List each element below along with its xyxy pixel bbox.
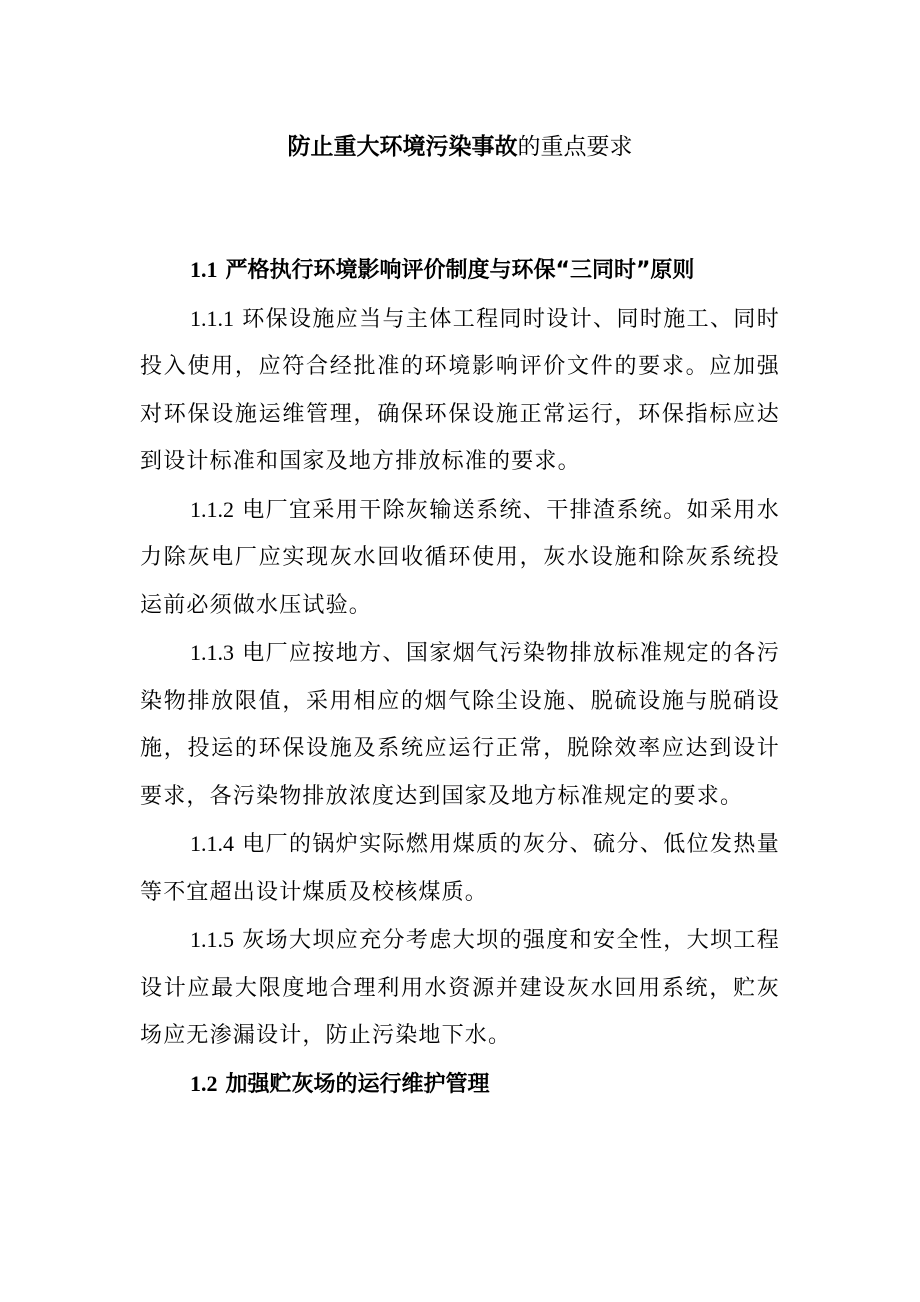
document-title xyxy=(0,130,920,164)
paragraph-text: 电厂宜采用干除灰输送系统、干排渣系统。如采用水力除灰电厂应实现灰水回收循环使用，灰水设施和除灰系统投运前必须做水压试验。 xyxy=(140,497,780,618)
document-body xyxy=(140,246,780,1108)
paragraph-number: 1.1.1 xyxy=(190,305,234,331)
paragraph-1-1-4 xyxy=(140,820,780,916)
paragraph-number: 1.1.3 xyxy=(190,640,234,665)
paragraph-number: 1.1.5 xyxy=(190,927,234,952)
paragraph-1-1-3 xyxy=(140,629,780,820)
section-heading-text: 严格执行环境影响评价制度与环保“三同时”原则 xyxy=(225,258,695,283)
paragraph-1-1-1 xyxy=(140,295,780,486)
paragraph-1-1-5 xyxy=(140,916,780,1060)
paragraph-1-1-2 xyxy=(140,486,780,630)
paragraph-text: 环保设施应当与主体工程同时设计、同时施工、同时投入使用，应符合经批准的环境影响评价文件的要求。应加强对环保设施运维管理，确保环保设施正常运行，环保指标应达到设计标准和国家及地方排放标准的要求。 xyxy=(140,306,780,474)
paragraph-number: 1.1.2 xyxy=(190,496,234,522)
section-heading-1-2 xyxy=(140,1060,780,1109)
section-heading-1-1 xyxy=(140,246,780,295)
section-heading-text: 加强贮灰场的运行维护管理 xyxy=(225,1071,490,1097)
section-number: 1.2 xyxy=(190,1070,218,1096)
document-title-normal: 的重点要求 xyxy=(517,134,633,160)
document-title-bold: 防止重大环境污染事故 xyxy=(287,134,518,160)
paragraph-number: 1.1.4 xyxy=(190,831,234,856)
paragraph-text: 电厂的锅炉实际燃用煤质的灰分、硫分、低位发热量等不宜超出设计煤质及校核煤质。 xyxy=(140,832,780,905)
paragraph-text: 电厂应按地方、国家烟气污染物排放标准规定的各污染物排放限值，采用相应的烟气除尘设施、脱硫设施与脱硝设施，投运的环保设施及系统应运行正常，脱除效率应达到设计要求，各污染物排放浓度达到国家及地方标准规定的要求。 xyxy=(140,641,780,809)
paragraph-text: 灰场大坝应充分考虑大坝的强度和安全性，大坝工程设计应最大限度地合理利用水资源并建设灰水回用系统，贮灰场应无渗漏设计，防止污染地下水。 xyxy=(140,928,780,1048)
section-number: 1.1 xyxy=(190,257,218,282)
